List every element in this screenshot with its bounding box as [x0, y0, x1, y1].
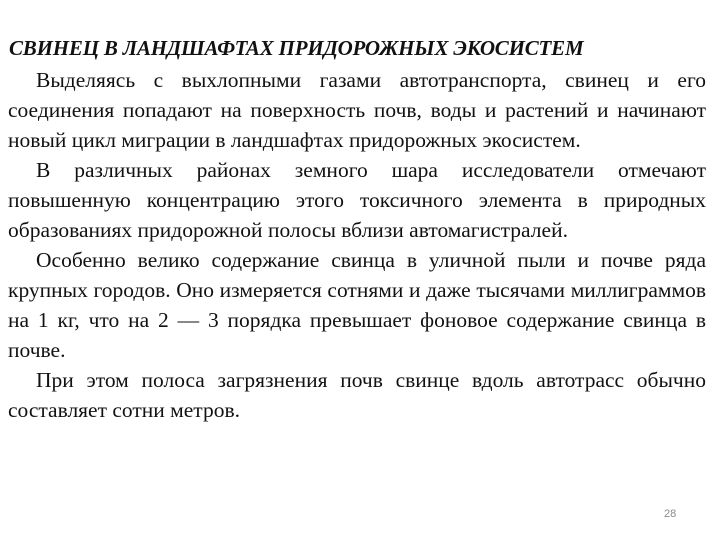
paragraph-4: При этом полоса загрязнения почв свинце вдоль автотрасс обычно составляет сотни метров.: [8, 368, 706, 422]
page-title: СВИНЕЦ В ЛАНДШАФТАХ ПРИДОРОЖНЫХ ЭКОСИСТЕМ: [9, 36, 584, 60]
page-number: 28: [664, 508, 677, 520]
paragraph-3: Особенно велико содержание свинца в уличной пыли и почве ряда крупных городов. Оно измеряется сотнями и даже тысячами миллиграммов на 1 кг, что на 2 — 3 порядка превышает фоновое содержание свинца в почве.: [8, 248, 706, 362]
text-body: [8, 65, 706, 425]
paragraph-2: В различных районах земного шара исследователи отмечают повышенную концентрацию этого токсичного элемента в природных образованиях придорожной полосы вблизи автомагистралей.: [8, 158, 706, 242]
paragraph-1: Выделяясь с выхлопными газами автотранспорта, свинец и его соединения попадают на поверхность почв, воды и растений и начинают новый цикл миграции в ландшафтах придорожных экосистем.: [8, 68, 706, 152]
